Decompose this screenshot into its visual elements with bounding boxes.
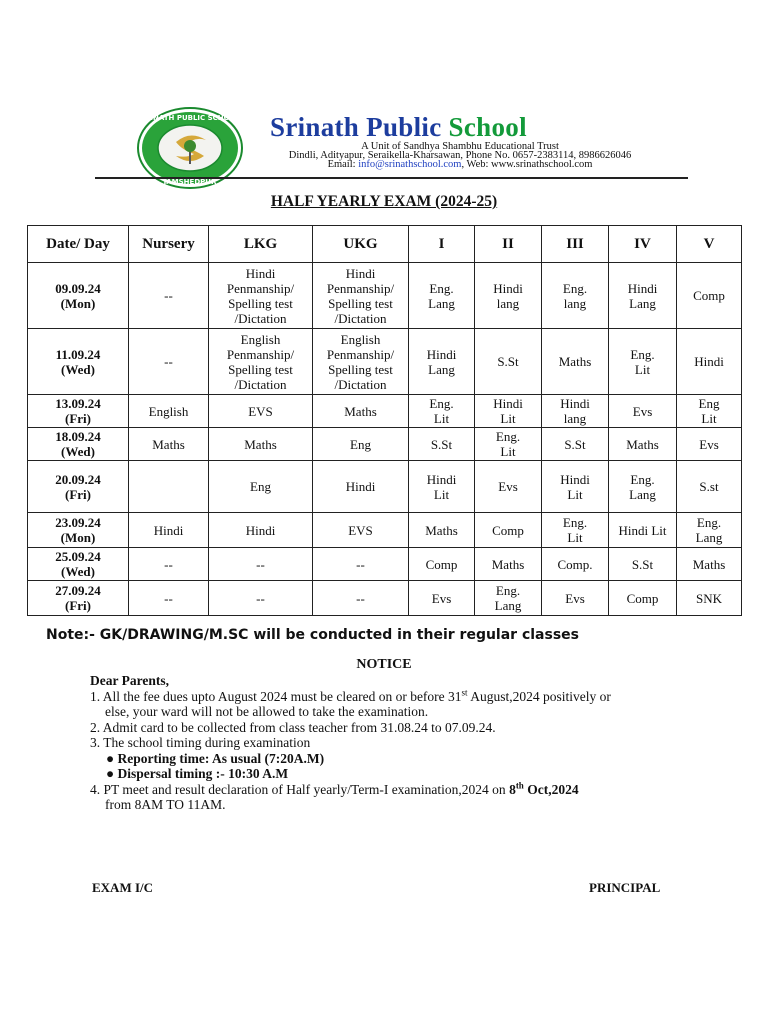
subject-cell: Comp.: [542, 548, 609, 581]
date-cell: 11.09.24 (Wed): [28, 329, 129, 395]
table-row: [28, 461, 742, 513]
note: Note:- GK/DRAWING/M.SC will be conducted in their regular classes: [46, 627, 579, 643]
notice-greeting: Dear Parents,: [90, 673, 169, 688]
subject-cell: Comp: [409, 548, 475, 581]
subject-cell: Hindi: [313, 461, 409, 513]
column-header: Nursery: [129, 226, 209, 263]
notice-title: NOTICE: [356, 657, 412, 672]
notice-bullet-dispersal: ● Dispersal timing :- 10:30 A.M: [106, 766, 289, 781]
column-header: IV: [609, 226, 677, 263]
subject-cell: Maths: [313, 395, 409, 428]
subject-cell: S.St: [609, 548, 677, 581]
column-header: I: [409, 226, 475, 263]
subject-cell: Maths: [677, 548, 742, 581]
subject-cell: Eng. Lang: [609, 461, 677, 513]
subject-cell: --: [209, 581, 313, 616]
subject-cell: --: [209, 548, 313, 581]
subject-cell: Comp: [475, 513, 542, 548]
subject-cell: Eng: [209, 461, 313, 513]
subject-cell: Evs: [409, 581, 475, 616]
notice-item-2: 2. Admit card to be collected from class teacher from 31.08.24 to 07.09.24.: [90, 719, 496, 735]
subject-cell: Hindi Penmanship/ Spelling test /Dictation: [313, 263, 409, 329]
subject-cell: --: [313, 581, 409, 616]
exam-schedule-table: [27, 225, 742, 616]
subject-cell: Eng. lang: [542, 263, 609, 329]
subject-cell: English Penmanship/ Spelling test /Dictation: [209, 329, 313, 395]
logo-text-bottom: JAMSHEDPUR: [163, 178, 217, 186]
subject-cell: Eng: [313, 428, 409, 461]
table-row: [28, 428, 742, 461]
signature-exam-ic: EXAM I/C: [92, 880, 154, 895]
signature-principal: PRINCIPAL: [589, 880, 661, 895]
subject-cell: Hindi Lit: [475, 395, 542, 428]
date-cell: 20.09.24 (Fri): [28, 461, 129, 513]
table-row: [28, 263, 742, 329]
column-header: III: [542, 226, 609, 263]
subject-cell: Comp: [609, 581, 677, 616]
subject-cell: Eng. Lang: [475, 581, 542, 616]
notice-body: [90, 673, 700, 813]
date-cell: 13.09.24 (Fri): [28, 395, 129, 428]
subject-cell: --: [129, 329, 209, 395]
subject-cell: Hindi Lang: [609, 263, 677, 329]
subject-cell: Hindi: [209, 513, 313, 548]
subject-cell: Maths: [542, 329, 609, 395]
column-header: Date/ Day: [28, 226, 129, 263]
table-header-row: [28, 226, 742, 263]
date-cell: 09.09.24 (Mon): [28, 263, 129, 329]
date-cell: 23.09.24 (Mon): [28, 513, 129, 548]
subject-cell: Eng. Lit: [409, 395, 475, 428]
school-name: [270, 112, 527, 143]
subject-cell: Eng. Lit: [609, 329, 677, 395]
notice-item-1: [90, 689, 700, 705]
table-row: [28, 513, 742, 548]
subject-cell: Eng. Lang: [409, 263, 475, 329]
subject-cell: Comp: [677, 263, 742, 329]
subject-cell: S.St: [475, 329, 542, 395]
subject-cell: Maths: [475, 548, 542, 581]
email-link[interactable]: info@srinathschool.com: [358, 159, 462, 170]
subject-cell: Hindi: [129, 513, 209, 548]
date-cell: 27.09.24 (Fri): [28, 581, 129, 616]
subject-cell: Eng Lit: [677, 395, 742, 428]
logo-text-top: SRINATH PUBLIC SCHOOL: [139, 114, 241, 122]
contact-line: [250, 160, 670, 170]
subject-cell: Maths: [129, 428, 209, 461]
subject-cell: English Penmanship/ Spelling test /Dictation: [313, 329, 409, 395]
notice-item-4-sup: th: [515, 780, 524, 790]
exam-title: HALF YEARLY EXAM (2024-25): [270, 193, 498, 210]
subject-cell: English: [129, 395, 209, 428]
subject-cell: Hindi Lang: [409, 329, 475, 395]
notice-item-3: 3. The school timing during examination: [90, 735, 311, 750]
date-cell: 18.09.24 (Wed): [28, 428, 129, 461]
notice-item-1-cont: else, your ward will not be allowed to take the examination.: [105, 704, 429, 719]
subject-cell: S.St: [542, 428, 609, 461]
subject-cell: Evs: [475, 461, 542, 513]
subject-cell: Evs: [542, 581, 609, 616]
subject-cell: Eng. Lit: [542, 513, 609, 548]
subject-cell: [129, 461, 209, 513]
subject-cell: --: [313, 548, 409, 581]
notice-item-4-cont: from 8AM TO 11AM.: [105, 797, 226, 812]
notice-item-1-sup: st: [461, 687, 468, 697]
table-row: [28, 581, 742, 616]
subject-cell: EVS: [313, 513, 409, 548]
subject-cell: --: [129, 548, 209, 581]
notice-item-1-text-b: August,2024 positively or: [467, 688, 611, 704]
subject-cell: Hindi Lit: [409, 461, 475, 513]
column-header: V: [677, 226, 742, 263]
address-line: Dindli, Adityapur, Seraikella-Kharsawan, Phone No. 0657-2383114, 8986626046: [288, 150, 632, 161]
school-name-part2: School: [448, 112, 527, 142]
subject-cell: Maths: [209, 428, 313, 461]
subject-cell: S.St: [409, 428, 475, 461]
trust-line: A Unit of Sandhya Shambhu Educational Trust: [361, 141, 559, 152]
notice-item-1-text: 1. All the fee dues upto August 2024 must be cleared on or before 31: [90, 688, 462, 704]
subject-cell: EVS: [209, 395, 313, 428]
subject-cell: --: [129, 263, 209, 329]
date-cell: 25.09.24 (Wed): [28, 548, 129, 581]
subject-cell: --: [129, 581, 209, 616]
email-label: Email:: [327, 159, 359, 170]
notice-item-4-day: 8: [509, 781, 516, 797]
school-name-part1: Srinath Public: [270, 112, 449, 142]
table-row: [28, 329, 742, 395]
notice-bullet-reporting: ● Reporting time: As usual (7:20A.M): [106, 750, 325, 766]
subject-cell: S.st: [677, 461, 742, 513]
subject-cell: Hindi: [677, 329, 742, 395]
notice-item-4: [90, 782, 700, 798]
subject-cell: Hindi Penmanship/ Spelling test /Dictation: [209, 263, 313, 329]
subject-cell: Eng. Lang: [677, 513, 742, 548]
subject-cell: Maths: [409, 513, 475, 548]
table-row: [28, 395, 742, 428]
column-header: LKG: [209, 226, 313, 263]
web-text: , Web: www.srinathschool.com: [461, 159, 593, 170]
subject-cell: Eng. Lit: [475, 428, 542, 461]
subject-cell: SNK: [677, 581, 742, 616]
table-row: [28, 548, 742, 581]
notice-item-4-text: 4. PT meet and result declaration of Half yearly/Term-I examination,2024 on: [90, 781, 510, 797]
column-header: UKG: [313, 226, 409, 263]
subject-cell: Hindi lang: [475, 263, 542, 329]
subject-cell: Hindi lang: [542, 395, 609, 428]
subject-cell: Hindi Lit: [609, 513, 677, 548]
notice-item-4-month: Oct,2024: [523, 781, 579, 797]
subject-cell: Evs: [609, 395, 677, 428]
subject-cell: Evs: [677, 428, 742, 461]
subject-cell: Maths: [609, 428, 677, 461]
subject-cell: Hindi Lit: [542, 461, 609, 513]
column-header: II: [475, 226, 542, 263]
header-divider: [95, 177, 688, 179]
